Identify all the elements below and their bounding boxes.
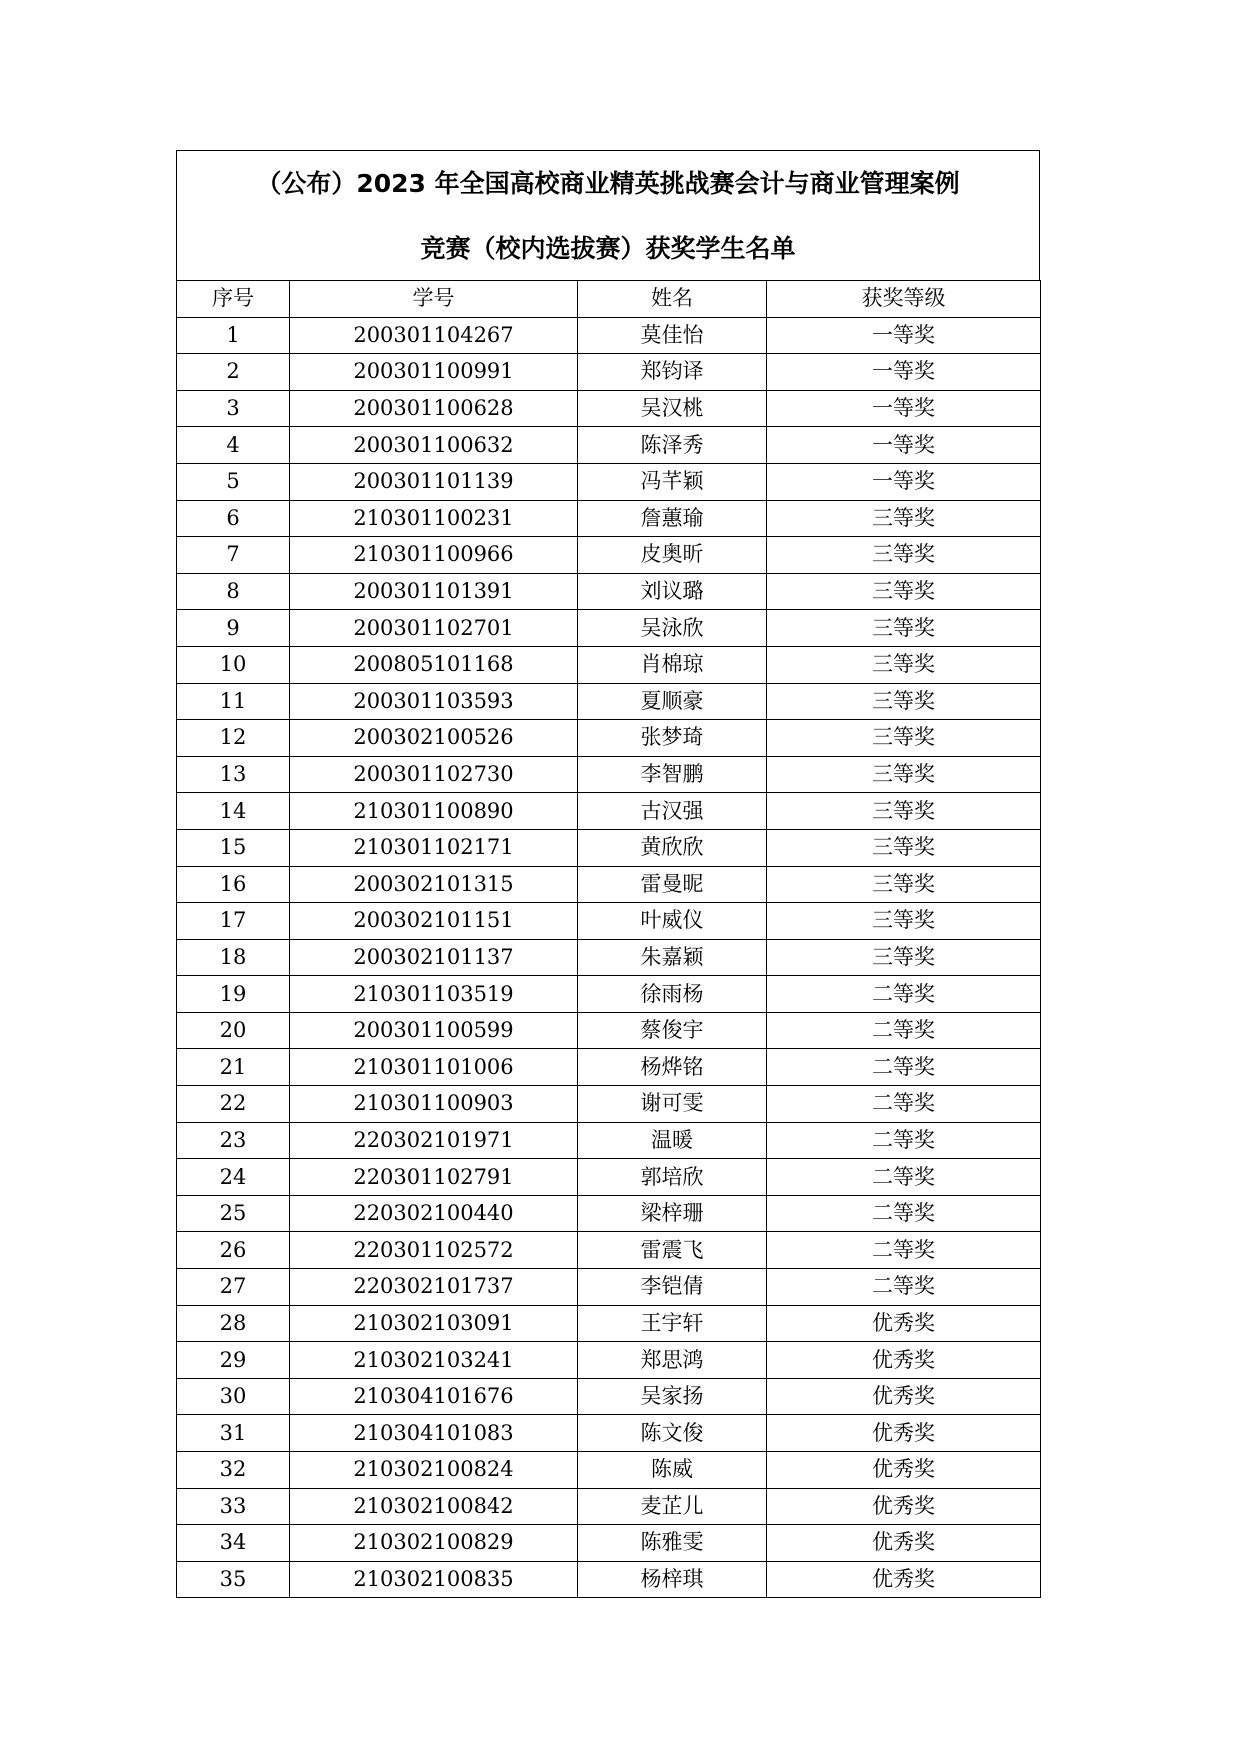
cell-award-level: 二等奖 [767,1195,1041,1232]
cell-student-id: 200302101151 [290,903,578,940]
cell-name: 郑思鸿 [578,1342,767,1379]
cell-student-id: 200301100599 [290,1012,578,1049]
cell-award-level: 优秀奖 [767,1415,1041,1452]
table-row [177,903,1041,940]
cell-name: 朱嘉颖 [578,939,767,976]
cell-award-level: 三等奖 [767,793,1041,830]
cell-student-id: 200301101139 [290,463,578,500]
cell-student-id: 210301102171 [290,829,578,866]
table-header-row [177,281,1041,318]
table-row [177,1342,1041,1379]
cell-student-id: 200302100526 [290,720,578,757]
table-row [177,354,1041,391]
table-row [177,1122,1041,1159]
cell-name: 陈文俊 [578,1415,767,1452]
cell-student-id: 210301100231 [290,500,578,537]
table-row [177,720,1041,757]
cell-index: 32 [177,1452,290,1489]
cell-award-level: 三等奖 [767,903,1041,940]
cell-index: 28 [177,1305,290,1342]
cell-award-level: 三等奖 [767,646,1041,683]
cell-index: 18 [177,939,290,976]
cell-award-level: 优秀奖 [767,1452,1041,1489]
cell-award-level: 二等奖 [767,1086,1041,1123]
cell-index: 3 [177,390,290,427]
table-row [177,976,1041,1013]
header-index: 序号 [177,281,290,318]
cell-index: 21 [177,1049,290,1086]
cell-name: 徐雨杨 [578,976,767,1013]
cell-award-level: 一等奖 [767,390,1041,427]
cell-index: 17 [177,903,290,940]
cell-name: 黄欣欣 [578,829,767,866]
cell-student-id: 220302101737 [290,1269,578,1306]
cell-student-id: 200301101391 [290,573,578,610]
table-row [177,1305,1041,1342]
cell-student-id: 200302101315 [290,866,578,903]
cell-index: 19 [177,976,290,1013]
cell-award-level: 二等奖 [767,1012,1041,1049]
table-row [177,1488,1041,1525]
cell-name: 夏顺豪 [578,683,767,720]
cell-index: 35 [177,1561,290,1598]
cell-index: 25 [177,1195,290,1232]
cell-award-level: 二等奖 [767,1049,1041,1086]
cell-name: 麦芷儿 [578,1488,767,1525]
cell-name: 吴家扬 [578,1378,767,1415]
table-row [177,756,1041,793]
table-row [177,537,1041,574]
cell-student-id: 210302100835 [290,1561,578,1598]
cell-name: 陈泽秀 [578,427,767,464]
table-row [177,1269,1041,1306]
cell-student-id: 210302100829 [290,1525,578,1562]
cell-student-id: 220301102791 [290,1159,578,1196]
cell-student-id: 200301102730 [290,756,578,793]
cell-name: 肖棉琼 [578,646,767,683]
cell-index: 5 [177,463,290,500]
table-row [177,1378,1041,1415]
cell-index: 2 [177,354,290,391]
cell-index: 16 [177,866,290,903]
table-row [177,1452,1041,1489]
header-name: 姓名 [578,281,767,318]
cell-index: 30 [177,1378,290,1415]
table-row [177,317,1041,354]
table-row [177,1012,1041,1049]
table-row [177,793,1041,830]
table-row [177,1049,1041,1086]
cell-student-id: 220302101971 [290,1122,578,1159]
table-row [177,646,1041,683]
cell-name: 雷曼昵 [578,866,767,903]
cell-index: 27 [177,1269,290,1306]
cell-index: 9 [177,610,290,647]
cell-award-level: 二等奖 [767,1159,1041,1196]
cell-name: 吴汉桃 [578,390,767,427]
cell-name: 梁梓珊 [578,1195,767,1232]
cell-student-id: 210301100890 [290,793,578,830]
award-list-sheet [176,150,1040,1598]
title-box [176,150,1040,280]
cell-award-level: 三等奖 [767,720,1041,757]
cell-award-level: 优秀奖 [767,1488,1041,1525]
cell-award-level: 三等奖 [767,866,1041,903]
cell-index: 13 [177,756,290,793]
cell-name: 冯芊颖 [578,463,767,500]
table-row [177,939,1041,976]
cell-student-id: 210302100842 [290,1488,578,1525]
cell-student-id: 200301104267 [290,317,578,354]
cell-student-id: 200301100991 [290,354,578,391]
cell-student-id: 200301102701 [290,610,578,647]
cell-name: 谢可雯 [578,1086,767,1123]
cell-award-level: 三等奖 [767,756,1041,793]
header-award-level: 获奖等级 [767,281,1041,318]
cell-index: 14 [177,793,290,830]
cell-award-level: 二等奖 [767,1269,1041,1306]
cell-name: 郑钧译 [578,354,767,391]
cell-student-id: 210301101006 [290,1049,578,1086]
cell-award-level: 三等奖 [767,573,1041,610]
cell-index: 11 [177,683,290,720]
cell-award-level: 三等奖 [767,939,1041,976]
cell-index: 24 [177,1159,290,1196]
cell-student-id: 210301100966 [290,537,578,574]
table-row [177,1086,1041,1123]
cell-name: 莫佳怡 [578,317,767,354]
cell-name: 杨梓琪 [578,1561,767,1598]
cell-name: 李智鹏 [578,756,767,793]
cell-award-level: 二等奖 [767,1122,1041,1159]
table-row [177,1232,1041,1269]
cell-index: 33 [177,1488,290,1525]
cell-index: 4 [177,427,290,464]
cell-index: 26 [177,1232,290,1269]
cell-student-id: 200301100628 [290,390,578,427]
cell-award-level: 优秀奖 [767,1342,1041,1379]
cell-student-id: 200302101137 [290,939,578,976]
table-row [177,390,1041,427]
cell-index: 12 [177,720,290,757]
cell-award-level: 三等奖 [767,610,1041,647]
cell-student-id: 210304101676 [290,1378,578,1415]
cell-name: 郭培欣 [578,1159,767,1196]
cell-award-level: 一等奖 [767,463,1041,500]
table-row [177,829,1041,866]
cell-award-level: 优秀奖 [767,1305,1041,1342]
cell-name: 陈威 [578,1452,767,1489]
cell-name: 古汉强 [578,793,767,830]
cell-index: 7 [177,537,290,574]
cell-student-id: 200301103593 [290,683,578,720]
cell-student-id: 210302103091 [290,1305,578,1342]
cell-student-id: 210302103241 [290,1342,578,1379]
cell-index: 22 [177,1086,290,1123]
cell-name: 杨烨铭 [578,1049,767,1086]
cell-student-id: 210301100903 [290,1086,578,1123]
cell-name: 皮奥昕 [578,537,767,574]
cell-student-id: 210302100824 [290,1452,578,1489]
cell-student-id: 220301102572 [290,1232,578,1269]
cell-student-id: 210304101083 [290,1415,578,1452]
cell-index: 8 [177,573,290,610]
header-student-id: 学号 [290,281,578,318]
cell-index: 23 [177,1122,290,1159]
cell-name: 刘议璐 [578,573,767,610]
cell-name: 詹蕙瑜 [578,500,767,537]
cell-name: 叶威仪 [578,903,767,940]
cell-name: 吴泳欣 [578,610,767,647]
cell-name: 雷震飞 [578,1232,767,1269]
table-row [177,1415,1041,1452]
cell-index: 15 [177,829,290,866]
cell-award-level: 三等奖 [767,537,1041,574]
cell-award-level: 优秀奖 [767,1561,1041,1598]
cell-index: 31 [177,1415,290,1452]
cell-award-level: 三等奖 [767,829,1041,866]
table-row [177,1561,1041,1598]
title-line-1: （公布）2023 年全国高校商业精英挑战赛会计与商业管理案例 [256,169,960,198]
cell-award-level: 一等奖 [767,317,1041,354]
cell-award-level: 三等奖 [767,500,1041,537]
table-row [177,500,1041,537]
table-row [177,866,1041,903]
table-row [177,683,1041,720]
cell-name: 温暖 [578,1122,767,1159]
table-row [177,573,1041,610]
cell-student-id: 200301100632 [290,427,578,464]
title-line-2: 竞赛（校内选拔赛）获奖学生名单 [420,234,796,263]
cell-index: 20 [177,1012,290,1049]
table-row [177,463,1041,500]
table-row [177,1525,1041,1562]
cell-student-id: 200805101168 [290,646,578,683]
cell-name: 蔡俊宇 [578,1012,767,1049]
table-row [177,1195,1041,1232]
cell-index: 1 [177,317,290,354]
cell-award-level: 优秀奖 [767,1378,1041,1415]
table-row [177,610,1041,647]
cell-name: 张梦琦 [578,720,767,757]
cell-index: 10 [177,646,290,683]
cell-award-level: 一等奖 [767,354,1041,391]
table-row [177,427,1041,464]
table-row [177,1159,1041,1196]
cell-award-level: 二等奖 [767,1232,1041,1269]
cell-student-id: 210301103519 [290,976,578,1013]
cell-award-level: 三等奖 [767,683,1041,720]
award-table [176,280,1041,1598]
cell-name: 陈雅雯 [578,1525,767,1562]
cell-index: 34 [177,1525,290,1562]
cell-student-id: 220302100440 [290,1195,578,1232]
cell-index: 6 [177,500,290,537]
cell-name: 李铠倩 [578,1269,767,1306]
cell-award-level: 优秀奖 [767,1525,1041,1562]
cell-award-level: 二等奖 [767,976,1041,1013]
cell-name: 王宇轩 [578,1305,767,1342]
cell-award-level: 一等奖 [767,427,1041,464]
cell-index: 29 [177,1342,290,1379]
